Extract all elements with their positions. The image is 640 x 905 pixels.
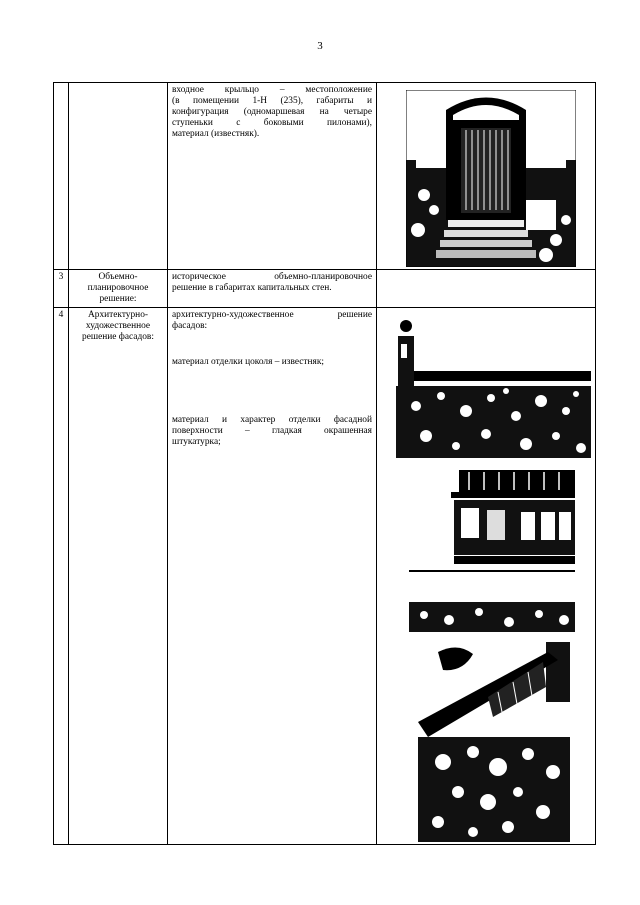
desc-line: ступеньки с боковыми пилонами), <box>172 118 372 128</box>
table-row <box>54 270 596 308</box>
facade-corner-photo <box>418 642 570 842</box>
photo-cell <box>377 83 596 270</box>
row-description <box>168 308 377 845</box>
desc-line: материал отделки цоколя – известняк; <box>172 357 325 367</box>
desc-line: поверхности – гладкая окрашенная <box>172 426 372 436</box>
page-number: 3 <box>317 40 323 52</box>
row-title <box>69 83 168 270</box>
facade-windows-photo <box>409 470 575 632</box>
row-number: 3 <box>54 270 69 308</box>
desc-line: конфигурация (одномаршевая на четыре <box>172 107 372 117</box>
desc-line: материал (известняк). <box>172 129 260 139</box>
table-row <box>54 308 596 845</box>
entrance-porch-photo <box>406 90 576 267</box>
desc-line: входное крыльцо – местоположение <box>172 85 372 95</box>
row-title: Объемно-планировочное решение: <box>69 270 168 308</box>
desc-line: фасадов: <box>172 321 208 331</box>
row-number: 4 <box>54 308 69 845</box>
desc-line: решение в габаритах капитальных стен. <box>172 283 332 293</box>
row-description <box>168 270 377 308</box>
desc-line: материал и характер отделки фасадной <box>172 415 372 425</box>
plinth-facade-photo <box>396 316 591 458</box>
row-number <box>54 83 69 270</box>
photo-cell <box>377 308 596 845</box>
desc-line: штукатурка; <box>172 437 221 447</box>
empty-photo-cell <box>377 270 596 308</box>
row-description <box>168 83 377 270</box>
table-row <box>54 83 596 270</box>
row-title: Архитектурно-художественное решение фасадов: <box>69 308 168 845</box>
desc-line: (в помещении 1-Н (235), габариты и <box>172 96 372 106</box>
document-table <box>53 82 596 845</box>
desc-line: историческое объемно-планировочное <box>172 272 372 282</box>
desc-line: архитектурно-художественное решение <box>172 310 372 320</box>
